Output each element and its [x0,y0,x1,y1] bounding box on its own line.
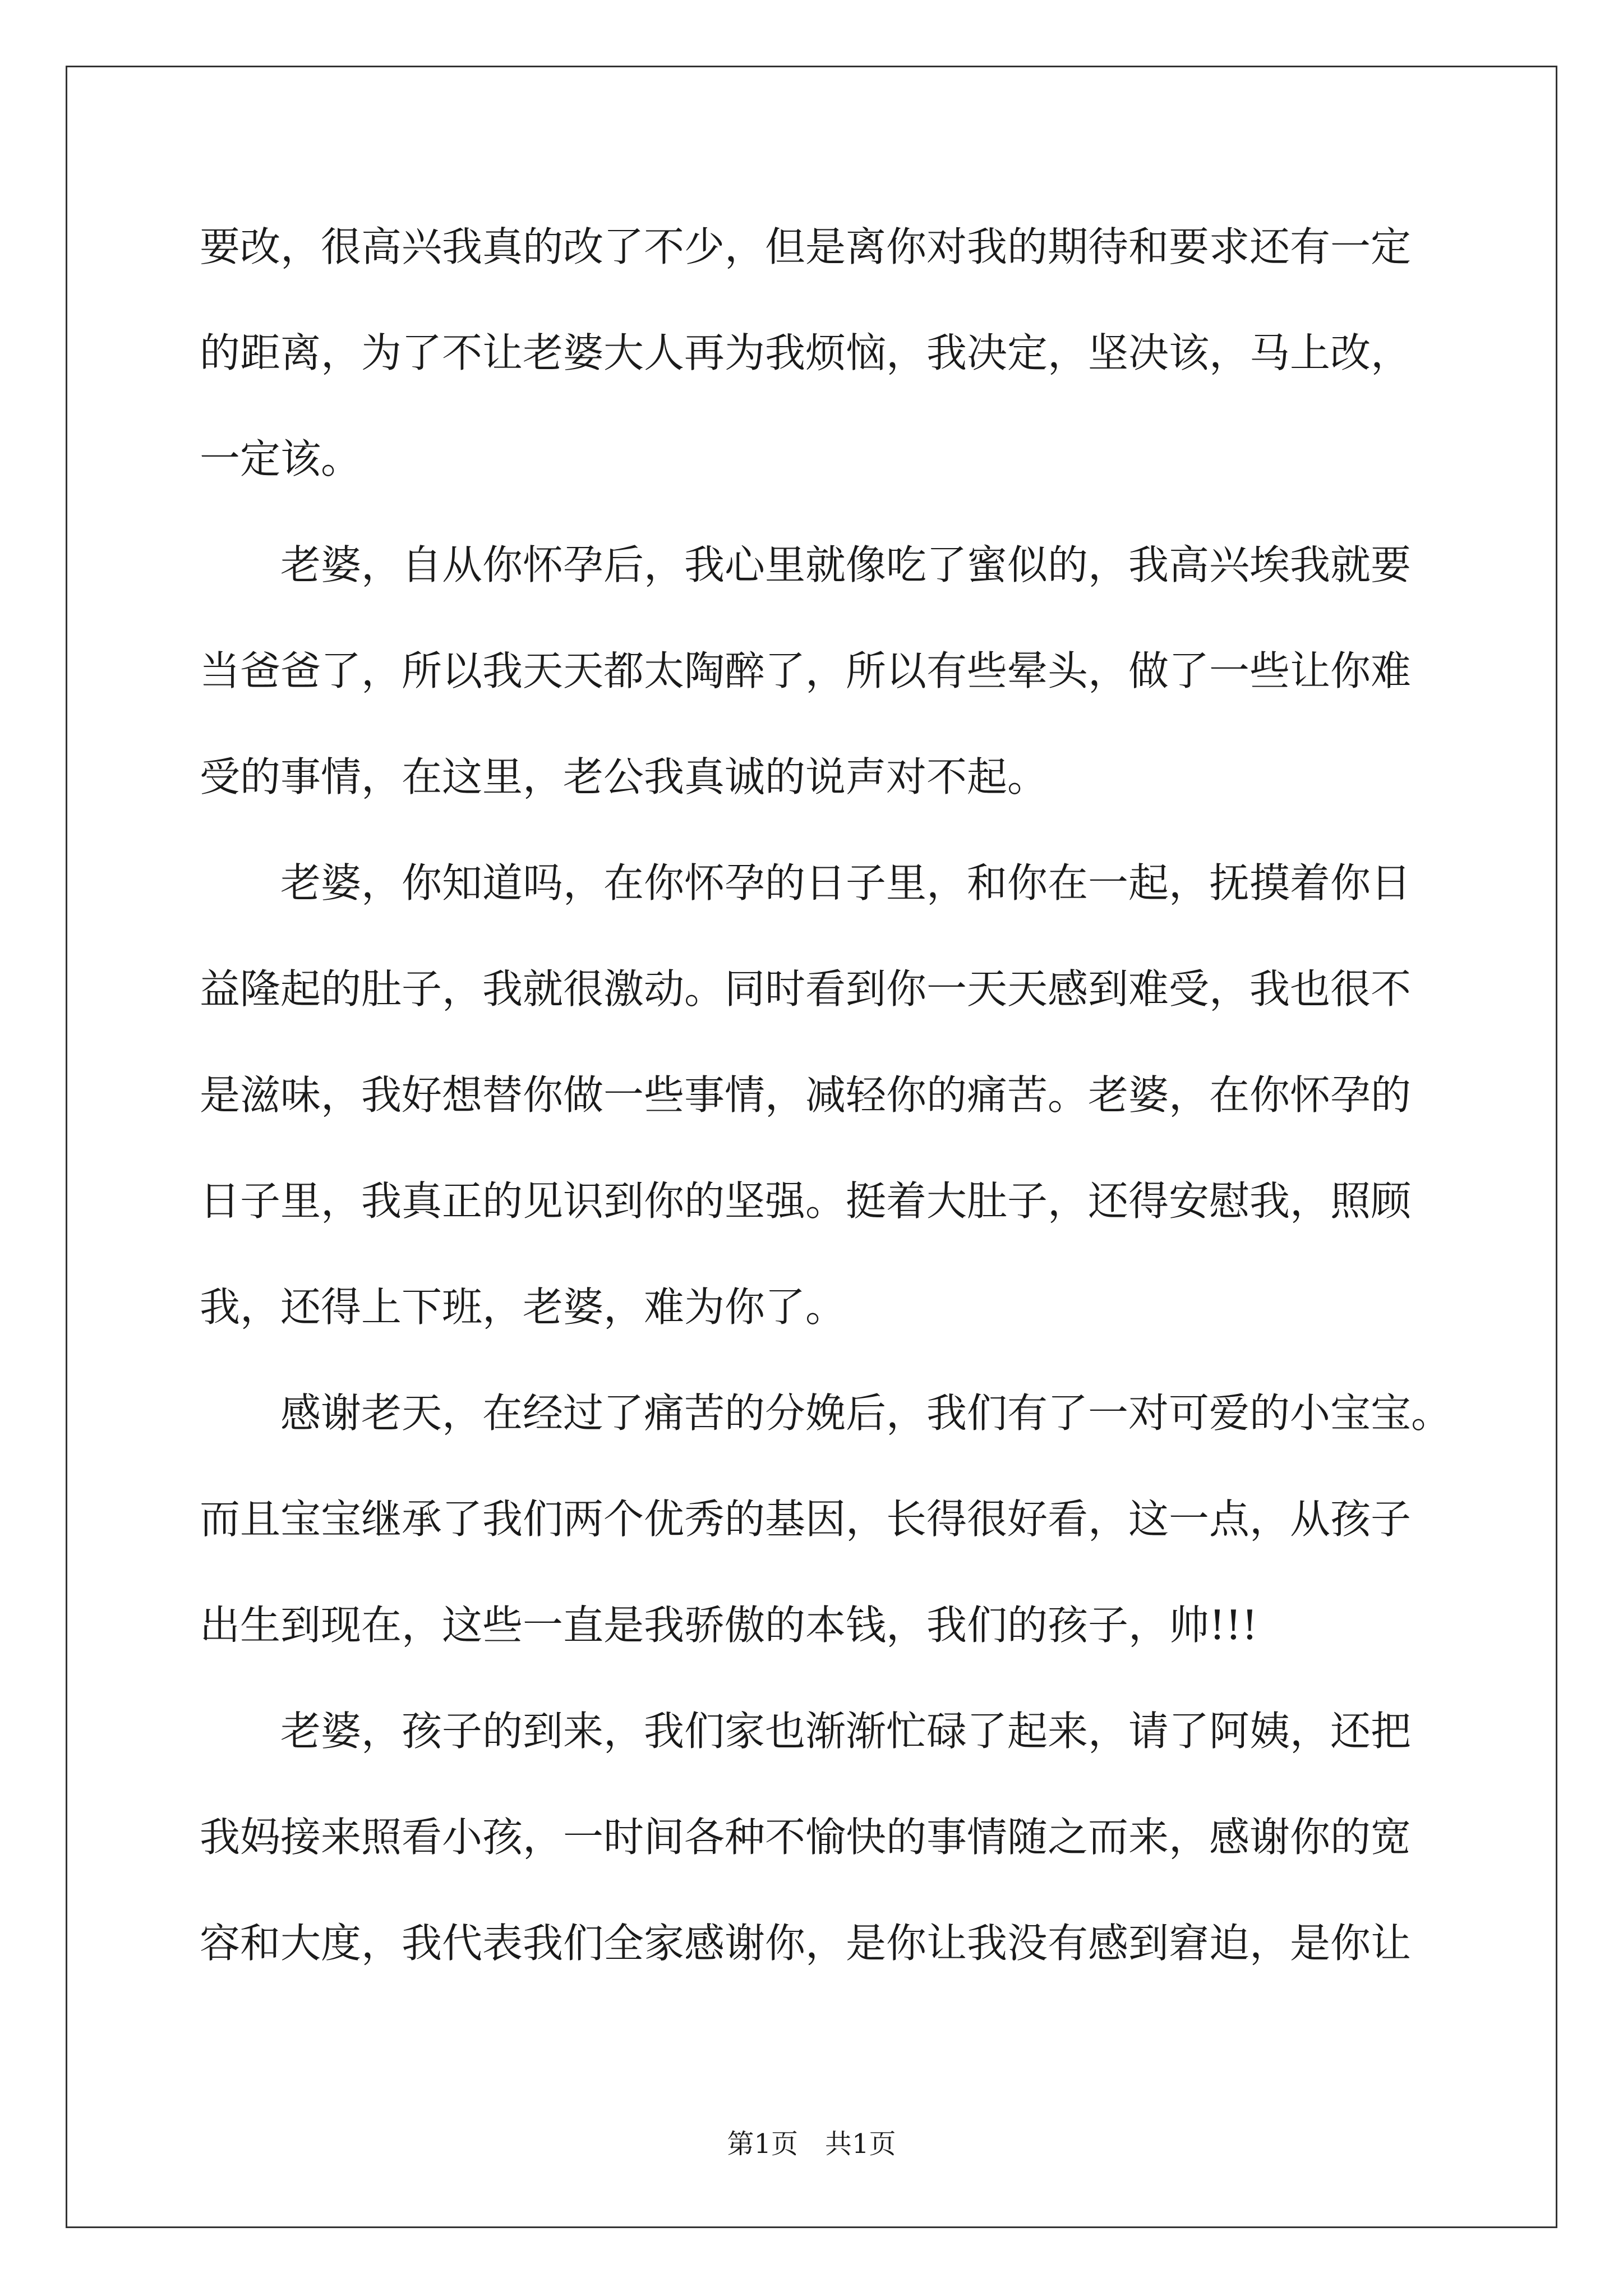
paragraph-start-line: 老婆，孩子的到来，我们家也渐渐忙碌了起来，请了阿姨，还把 [280,1708,1412,1755]
page-number-footer: 第1页 共1页 [727,2128,896,2160]
text-line: 日子里，我真正的见识到你的坚强。挺着大肚子，还得安慰我，照顾 [200,1177,1412,1225]
text-line: 我，还得上下班，老婆，难为你了。 [200,1283,846,1331]
text-line: 当爸爸了，所以我天天都太陶醉了，所以有些晕头，做了一些让你难 [200,647,1412,694]
document-body [200,216,1452,2018]
text-line: 容和大度，我代表我们全家感谢你，是你让我没有感到窘迫，是你让 [200,1920,1412,1967]
text-line: 一定该。 [200,435,362,482]
text-line: 受的事情，在这里，老公我真诚的说声对不起。 [200,753,1048,800]
paragraph-start-line: 感谢老天，在经过了痛苦的分娩后，我们有了一对可爱的小宝宝。 [280,1389,1452,1437]
text-line: 益隆起的肚子，我就很激动。同时看到你一天天感到难受，我也很不 [200,965,1412,1013]
text-line: 是滋味，我好想替你做一些事情，减轻你的痛苦。老婆，在你怀孕的 [200,1071,1412,1119]
text-line: 要改，很高兴我真的改了不少，但是离你对我的期待和要求还有一定 [200,223,1412,270]
text-line: 的距离，为了不让老婆大人再为我烦恼，我决定，坚决该，马上改， [200,329,1412,376]
text-line: 出生到现在，这些一直是我骄傲的本钱，我们的孩子，帅!!! [200,1602,1258,1649]
text-line: 我妈接来照看小孩，一时间各种不愉快的事情随之而来，感谢你的宽 [200,1814,1412,1861]
paragraph-start-line: 老婆，你知道吗，在你怀孕的日子里，和你在一起，抚摸着你日 [280,859,1412,907]
paragraph-start-line: 老婆，自从你怀孕后，我心里就像吃了蜜似的，我高兴埃我就要 [280,541,1412,588]
text-line: 而且宝宝继承了我们两个优秀的基因，长得很好看，这一点，从孩子 [200,1496,1412,1543]
